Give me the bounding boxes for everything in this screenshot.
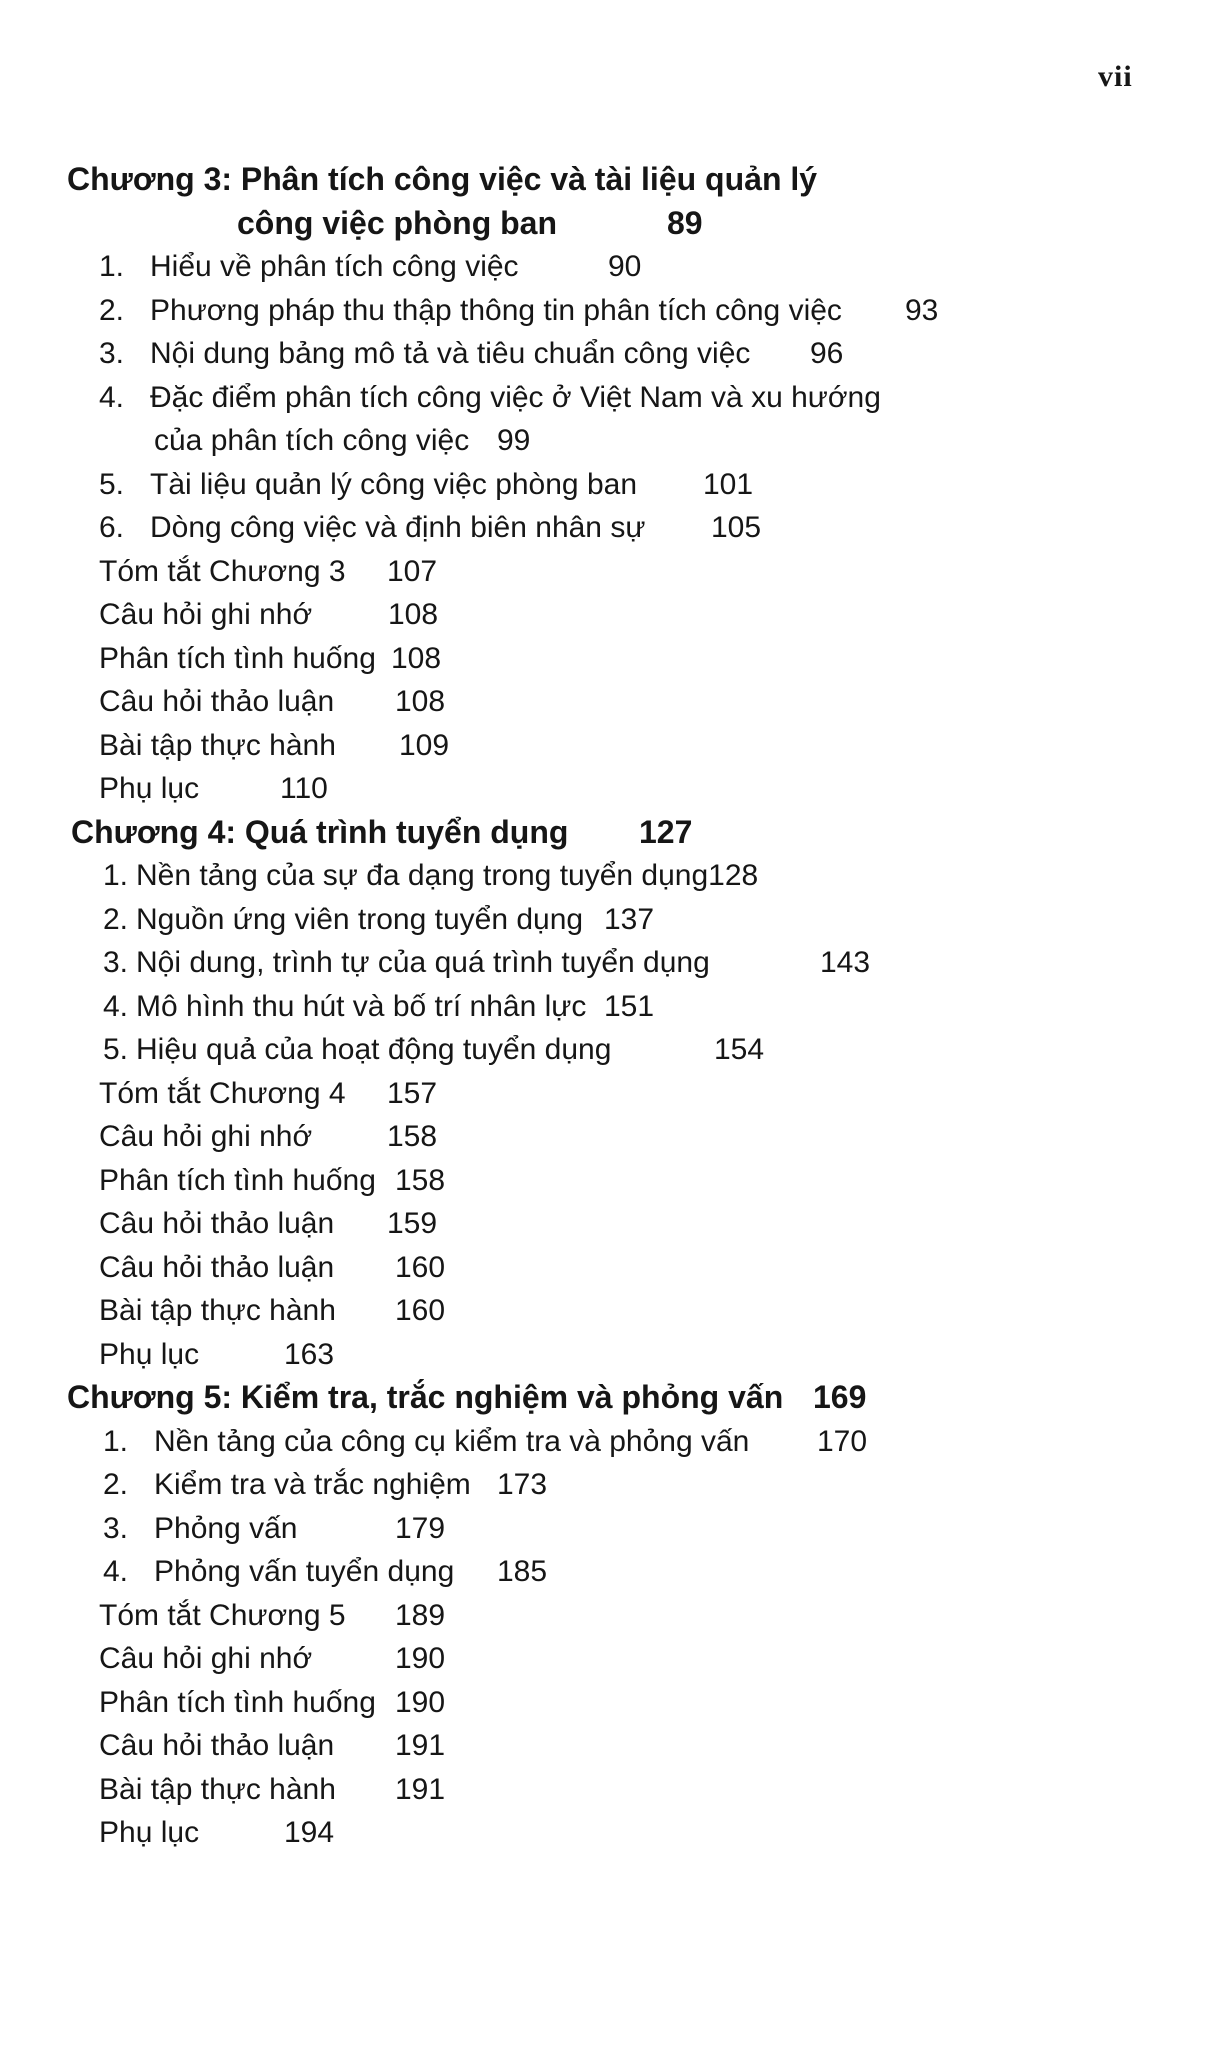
item-title: Bài tập thực hành [99, 1294, 336, 1327]
chapter-title: Chương 5: Kiểm tra, trắc nghiệm và phỏng vấn [67, 1379, 784, 1415]
page-ref: 170 [817, 1424, 868, 1458]
item-number: 5. [99, 467, 125, 501]
toc-back-matter-entry [0, 767, 1226, 811]
page-ref: 173 [497, 1468, 548, 1501]
page-ref: 191 [395, 1729, 446, 1762]
item-title: Câu hỏi ghi nhớ [99, 598, 313, 631]
item-title: Phương pháp thu thập thông tin phân tích công việc [150, 293, 842, 327]
table-of-contents [0, 158, 1226, 1855]
page-ref: 151 [604, 989, 655, 1023]
toc-back-matter-entry [0, 637, 1226, 681]
page-ref: 154 [714, 1033, 765, 1066]
page-ref: 93 [905, 293, 939, 327]
item-title: Dòng công việc và định biên nhân sự [150, 511, 646, 544]
page-ref: 90 [608, 250, 642, 283]
toc-item [0, 898, 1226, 942]
item-title: Tóm tắt Chương 5 [99, 1598, 346, 1632]
toc-back-matter-entry [0, 1289, 1226, 1333]
toc-item [0, 1550, 1226, 1594]
toc-item [0, 1028, 1226, 1072]
toc-back-matter-entry [0, 680, 1226, 724]
item-number: 5. [103, 1033, 129, 1066]
item-title: Câu hỏi ghi nhớ [99, 1120, 313, 1153]
item-title: Đặc điểm phân tích công việc ở Việt Nam và xu hướng [150, 380, 881, 414]
item-title: Hiểu về phân tích công việc [150, 250, 519, 283]
page-ref: 191 [395, 1772, 446, 1806]
page-ref: 96 [810, 337, 844, 370]
item-title: Mô hình thu hút và bố trí nhân lực [136, 989, 587, 1023]
page-ref: 158 [387, 1120, 438, 1153]
toc-back-matter-entry [0, 593, 1226, 637]
toc-item [0, 289, 1226, 333]
item-number: 4. [103, 989, 129, 1023]
toc-item-continuation [0, 419, 1226, 463]
page-ref: 194 [284, 1816, 335, 1849]
toc-item [0, 985, 1226, 1029]
chapter-title: công việc phòng ban [237, 204, 558, 241]
toc-item [0, 332, 1226, 376]
item-title: Câu hỏi thảo luận [99, 1729, 335, 1762]
item-title: của phân tích công việc [154, 424, 470, 457]
page-ref: 185 [497, 1555, 548, 1588]
item-number: 2. [103, 1468, 129, 1501]
item-title: Câu hỏi thảo luận [99, 1207, 335, 1240]
chapter-3-heading-line-2 [0, 202, 1226, 246]
item-title: Nội dung bảng mô tả và tiêu chuẩn công việc [150, 337, 751, 370]
item-number: 3. [103, 946, 129, 979]
page-ref: 137 [604, 902, 655, 936]
page-ref: 179 [395, 1511, 446, 1545]
item-number: 2. [99, 293, 125, 327]
page-ref: 127 [639, 813, 693, 850]
toc-item [0, 463, 1226, 507]
chapter-title: Chương 3: Phân tích công việc và tài liệu quản lý [67, 161, 818, 197]
page-ref: 190 [395, 1685, 446, 1719]
item-title: Nền tảng của công cụ kiểm tra và phỏng vấn [154, 1424, 750, 1458]
toc-item [0, 1420, 1226, 1464]
page-ref: 157 [387, 1076, 438, 1110]
page-ref: 99 [497, 424, 531, 457]
item-title: Bài tập thực hành [99, 1772, 336, 1806]
item-number: 2. [103, 902, 129, 936]
item-title: Phụ lục [99, 1337, 200, 1371]
item-title: Phỏng vấn [154, 1511, 298, 1545]
page-ref: 110 [280, 772, 328, 805]
item-title: Câu hỏi thảo luận [99, 685, 335, 718]
page-ref: 109 [399, 728, 450, 762]
item-number: 3. [103, 1511, 129, 1545]
toc-back-matter-entry [0, 1246, 1226, 1290]
chapter-title: Chương 4: Quá trình tuyển dụng [71, 813, 569, 850]
page-ref: 160 [395, 1294, 446, 1327]
toc-item [0, 376, 1226, 420]
item-title: Phụ lục [99, 772, 200, 805]
chapter-5-heading [0, 1376, 1226, 1420]
page-number-folio: vii [1098, 60, 1133, 93]
item-title: Tóm tắt Chương 4 [99, 1076, 346, 1110]
item-number: 1. [99, 250, 125, 283]
toc-back-matter-entry [0, 1594, 1226, 1638]
page-ref: 163 [284, 1337, 335, 1371]
toc-item [0, 854, 1226, 898]
page-ref: 108 [395, 685, 446, 718]
toc-item [0, 941, 1226, 985]
item-number: 1. [103, 859, 129, 892]
page-ref: 89 [667, 204, 703, 241]
page-ref: 105 [711, 511, 762, 544]
page-ref: 159 [387, 1207, 438, 1240]
item-number: 3. [99, 337, 125, 370]
toc-back-matter-entry [0, 1072, 1226, 1116]
toc-back-matter-entry [0, 1637, 1226, 1681]
item-number: 4. [103, 1555, 129, 1588]
page-ref: 101 [703, 467, 754, 501]
toc-back-matter-entry [0, 1724, 1226, 1768]
item-title: Câu hỏi thảo luận [99, 1250, 335, 1284]
item-title: Tài liệu quản lý công việc phòng ban [150, 467, 638, 501]
item-title: Câu hỏi ghi nhớ [99, 1642, 313, 1675]
toc-item [0, 1463, 1226, 1507]
toc-item [0, 506, 1226, 550]
page-ref: 190 [395, 1642, 446, 1675]
page-ref: 160 [395, 1250, 446, 1284]
toc-back-matter-entry [0, 1811, 1226, 1855]
page-ref: 108 [388, 598, 439, 631]
toc-back-matter-entry [0, 724, 1226, 768]
item-title: Phụ lục [99, 1816, 200, 1849]
chapter-4-heading [0, 811, 1226, 855]
item-title: Tóm tắt Chương 3 [99, 554, 346, 588]
page-ref: 107 [387, 554, 438, 588]
toc-back-matter-entry [0, 1768, 1226, 1812]
page-ref: 128 [708, 859, 759, 892]
item-title: Nền tảng của sự đa dạng trong tuyển dụng [136, 859, 709, 892]
page-ref: 158 [395, 1163, 446, 1197]
page-ref: 189 [395, 1598, 446, 1632]
item-title: Phân tích tình huống [99, 1163, 376, 1197]
item-title: Bài tập thực hành [99, 728, 336, 762]
item-title: Phân tích tình huống [99, 641, 376, 675]
toc-back-matter-entry [0, 1333, 1226, 1377]
page-ref: 143 [820, 946, 871, 979]
toc-item [0, 1507, 1226, 1551]
toc-back-matter-entry [0, 1115, 1226, 1159]
item-title: Hiệu quả của hoạt động tuyển dụng [136, 1033, 612, 1066]
toc-item [0, 245, 1226, 289]
item-title: Nội dung, trình tự của quá trình tuyển dụng [136, 946, 710, 979]
item-title: Kiểm tra và trắc nghiệm [154, 1468, 471, 1501]
toc-back-matter-entry [0, 550, 1226, 594]
item-title: Phân tích tình huống [99, 1685, 376, 1719]
toc-back-matter-entry [0, 1159, 1226, 1203]
toc-back-matter-entry [0, 1202, 1226, 1246]
item-number: 4. [99, 380, 125, 414]
chapter-3-heading-line-1 [0, 158, 1226, 202]
item-title: Nguồn ứng viên trong tuyển dụng [136, 902, 584, 936]
toc-back-matter-entry [0, 1681, 1226, 1725]
page-ref: 108 [391, 641, 442, 675]
page-ref: 169 [813, 1379, 867, 1415]
item-number: 1. [103, 1424, 129, 1458]
item-title: Phỏng vấn tuyển dụng [154, 1555, 455, 1588]
item-number: 6. [99, 511, 125, 544]
